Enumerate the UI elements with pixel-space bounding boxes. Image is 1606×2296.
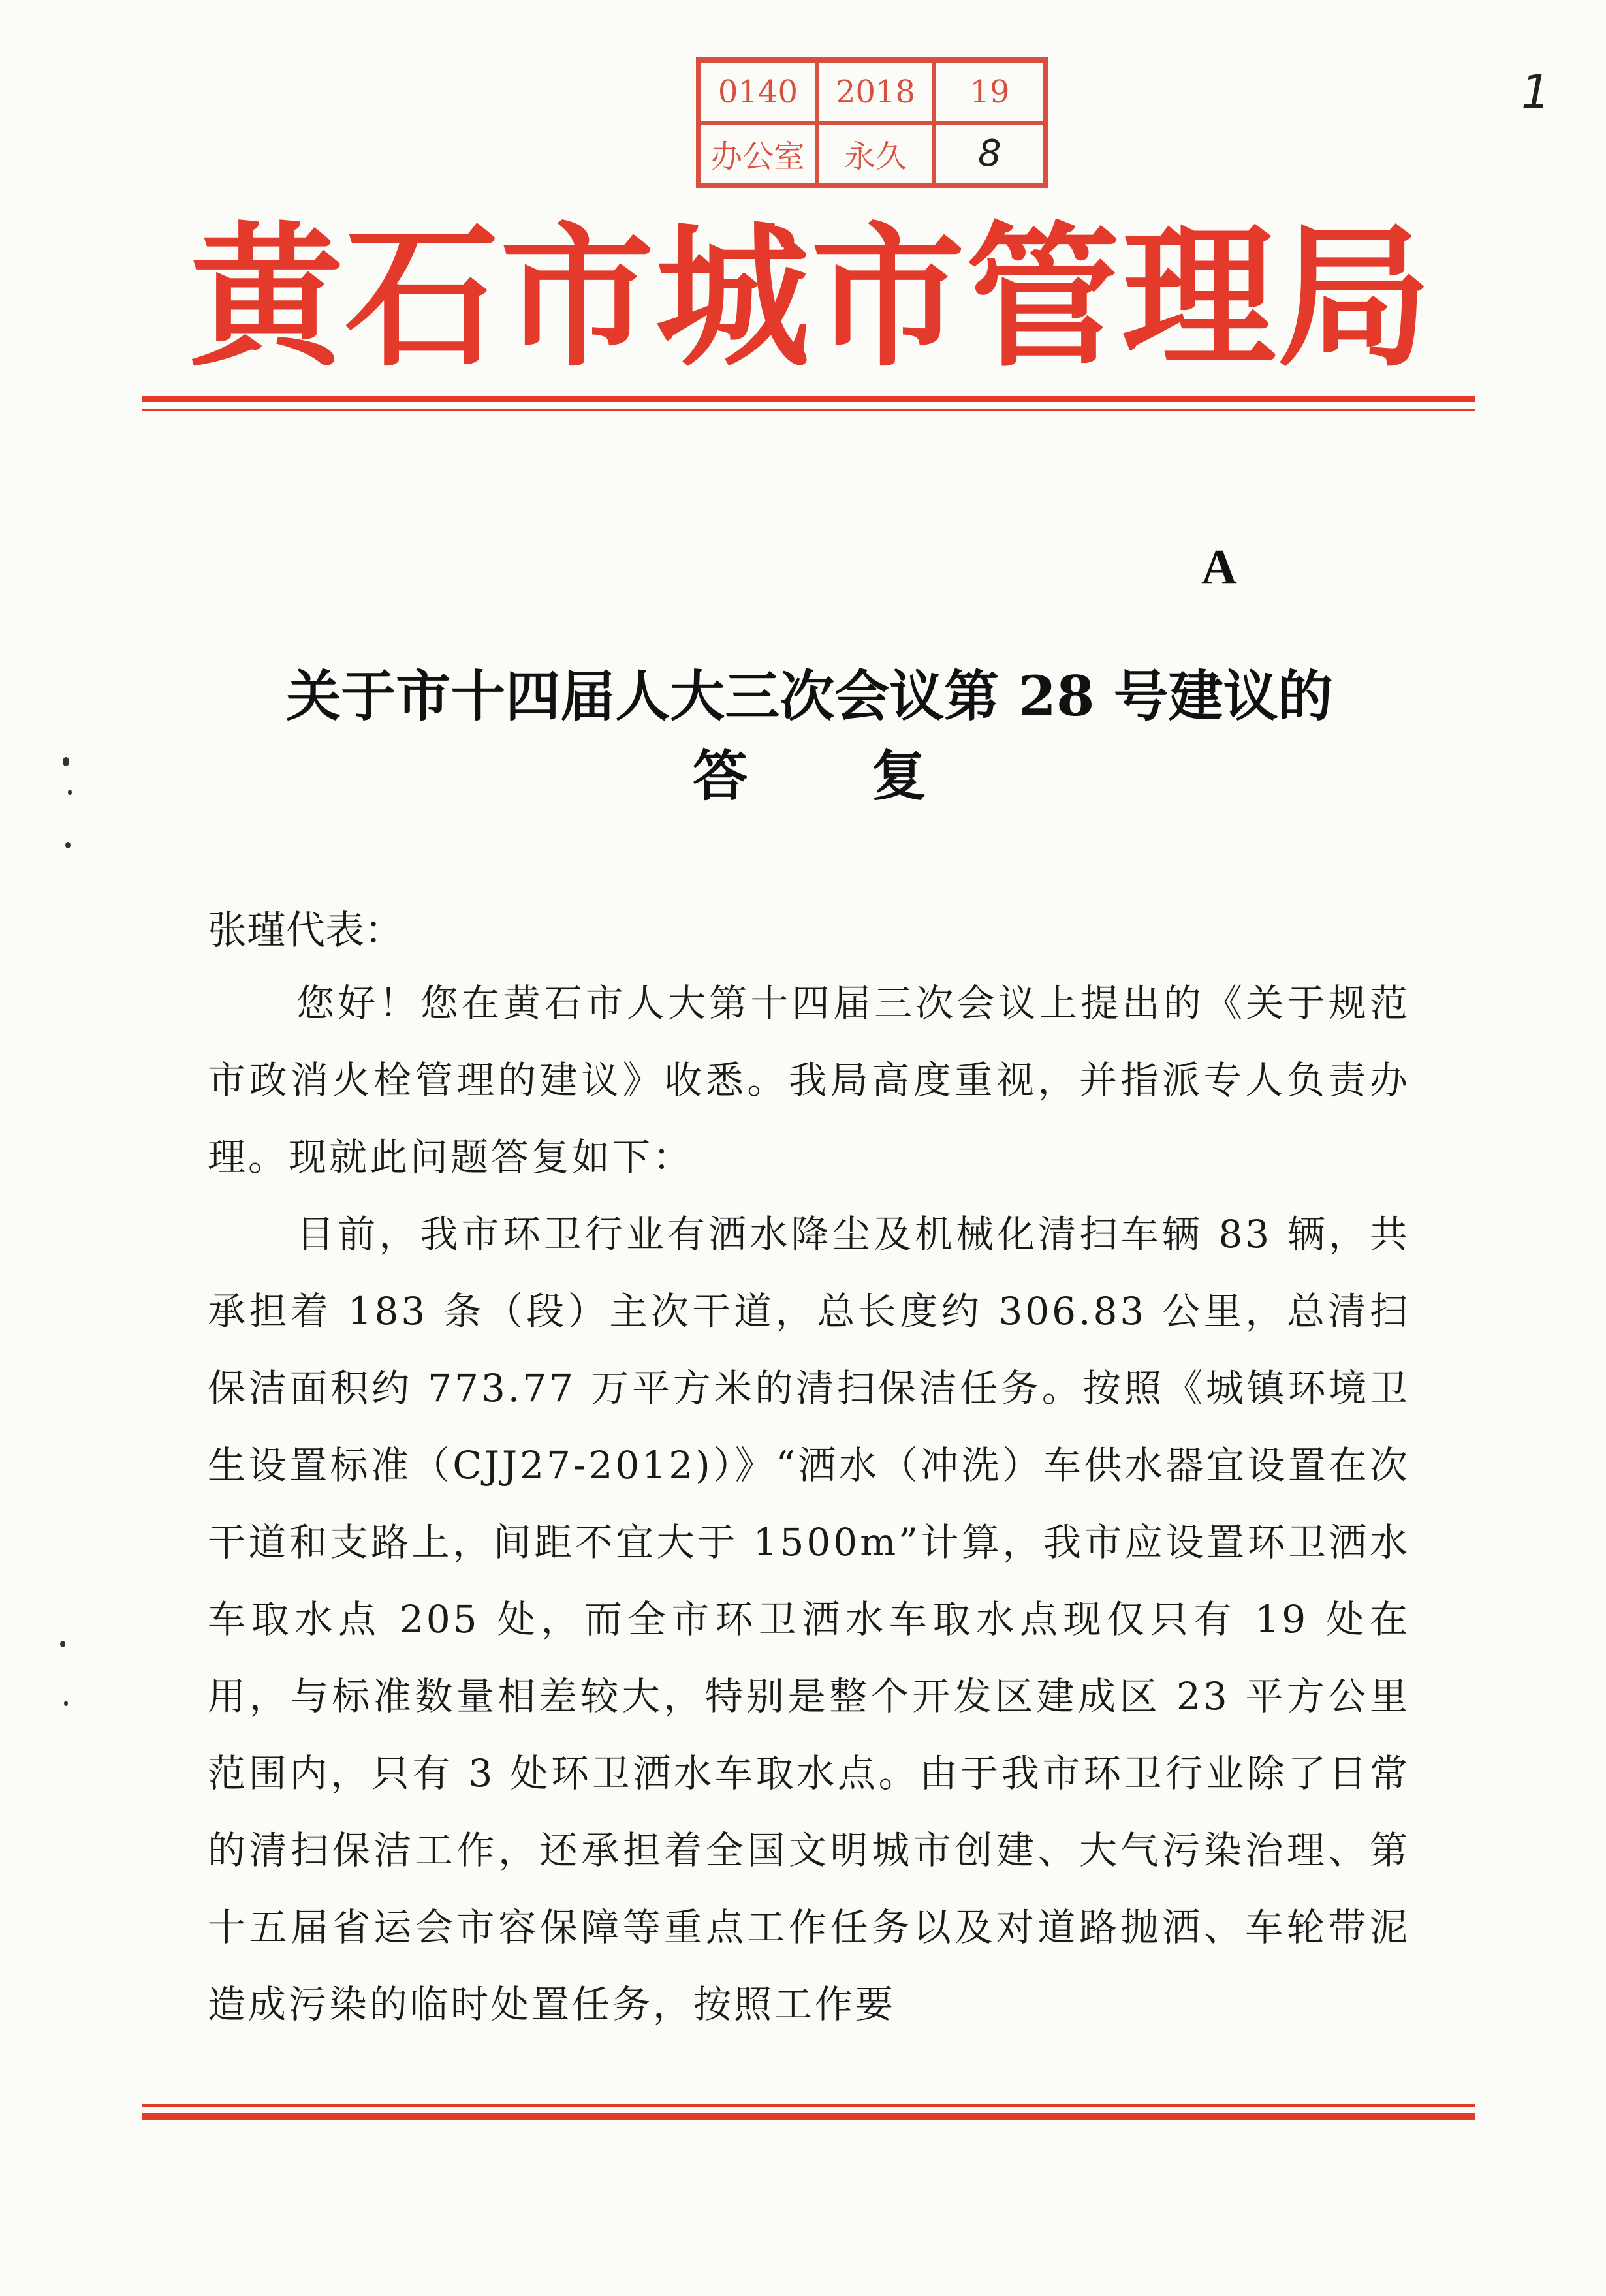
- body-paragraph: 目前，我市环卫行业有洒水降尘及机械化清扫车辆 83 辆，共承担着 183 条（段）主次干道，总长度约 306.83 公里，总清扫保洁面积约 773.77 万平方米的清扫保洁任务。按照《城镇环境卫生设置标准（CJJ27-2012)）》“洒水（冲洗）车供水器宜设置在次干道和支路上，间距不宜大于 1500m”计算，我市应设置环卫洒水车取水点 205 处，而全市环卫洒水车取水点现仅只有 19 处在用，与标准数量相差较大，特别是整个开发区建成区 23 平方公里范围内，只有 3 处环卫洒水车取水点。由于我市环卫行业除了日常的清扫保洁工作，还承担着全国文明城市创建、大气污染治理、第十五届省运会市容保障等重点工作任务以及对道路抛洒、车轮带泥造成污染的临时处置任务，按照工作要: [208, 1212, 1410, 2026]
- scan-speck: [60, 1641, 65, 1647]
- header-rule-thin: [142, 409, 1475, 411]
- scan-speck: [65, 842, 71, 848]
- footer-rule-thin: [142, 2104, 1475, 2107]
- footer-rule-thick: [142, 2113, 1475, 2120]
- scan-speck: [63, 757, 69, 766]
- document-title-line2: 答复: [692, 743, 1050, 808]
- stamp-department: 办公室: [699, 123, 817, 185]
- stamp-retention: 永久: [817, 123, 934, 185]
- scan-speck: [64, 1701, 68, 1706]
- stamp-page-number: 8: [934, 123, 1045, 185]
- header-rule-thick: [142, 396, 1475, 402]
- document-title-line1: 关于市十四届人大三次会议第 28 号建议的: [286, 664, 1333, 728]
- scan-speck: [68, 790, 72, 795]
- salutation: 张瑾代表：: [208, 908, 403, 954]
- stamp-fonds-number: 0140: [699, 61, 817, 123]
- stamp-item-number: 19: [934, 61, 1045, 123]
- organization-header: 黄石市城市管理局: [189, 206, 1433, 388]
- secrecy-grade: A: [1201, 540, 1237, 595]
- body-paragraph: 您好！您在黄石市人大第十四届三次会议上提出的《关于规范市政消火栓管理的建议》收悉。我局高度重视，并指派专人负责办理。现就此问题答复如下：: [208, 981, 1410, 1179]
- handwritten-page-mark: 1: [1521, 65, 1551, 119]
- archive-stamp: [696, 57, 1048, 188]
- stamp-year: 2018: [817, 61, 934, 123]
